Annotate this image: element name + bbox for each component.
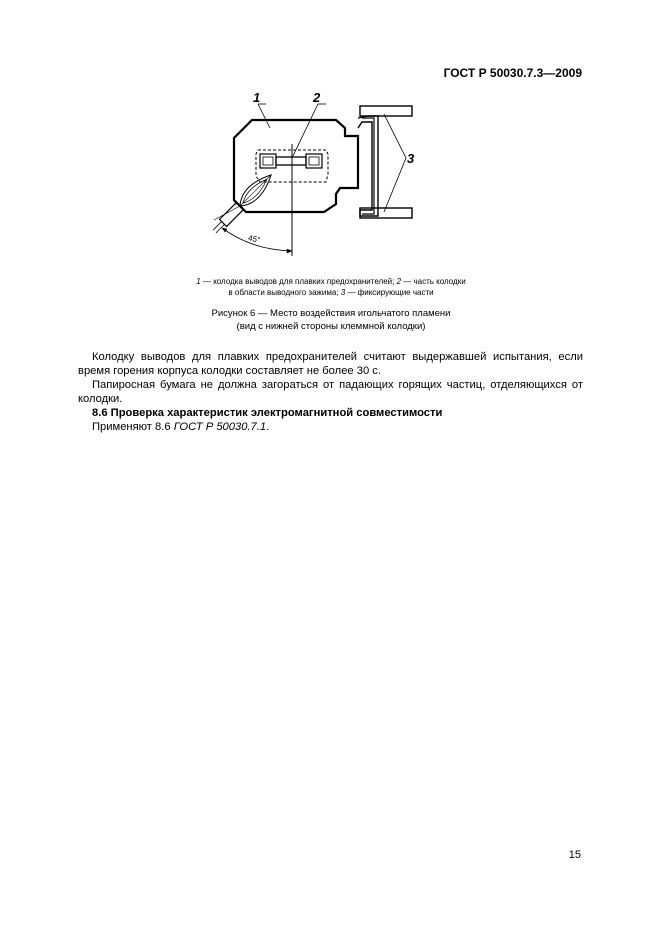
body-paragraphs: [78, 350, 583, 406]
emc-reference-standard: ГОСТ Р 50030.7.1: [173, 421, 267, 433]
figure-title: [100, 307, 562, 333]
legend-text-3: — фиксирующие части: [345, 288, 434, 297]
fixing-part-top: [360, 106, 412, 116]
needle-flame-burner: [210, 170, 276, 236]
terminal-right-pad: [306, 154, 322, 168]
section-heading-8-6: 8.6 Проверка характеристик электромагнитной совместимости: [92, 407, 443, 419]
paragraph-tissue-paper: Папиросная бумага не должна загораться от падающих горящих частиц, отделяющихся от колодки.: [78, 379, 583, 405]
figure-title-line2: (вид с нижней стороны клеммной колодки): [236, 321, 426, 332]
document-number-header: ГОСТ Р 50030.7.3—2009: [443, 66, 582, 80]
legend-num-1: 1: [196, 277, 201, 286]
figure-title-line1: Рисунок 6 — Место воздействия игольчатого пламени: [211, 308, 451, 319]
emc-reference-prefix: Применяют 8.6: [92, 421, 174, 433]
legend-num-2: 2: [396, 277, 402, 286]
fixing-clip: [358, 116, 378, 216]
paragraph-burning-time: Колодку выводов для плавких предохранителей считают выдержавшей испытания, если время горения корпуса колодки составляет не более 30 с.: [78, 351, 583, 377]
callout-3: 3: [407, 151, 415, 166]
figure-6-drawing: [200, 88, 430, 258]
terminal-bar: [276, 157, 306, 165]
paragraph-emc-reference: [78, 420, 583, 434]
section-8-6: [78, 406, 583, 434]
angle-label: 45°: [247, 233, 262, 245]
figure-legend: [100, 276, 562, 298]
legend-num-3: 3: [340, 288, 346, 297]
callout-1: 1: [253, 90, 261, 105]
legend-text-2b: в области выводного зажима;: [228, 288, 341, 297]
page-number: 15: [568, 849, 581, 861]
legend-text-1: — колодка выводов для плавких предохранителей;: [200, 277, 397, 286]
terminal-left-pad: [260, 154, 276, 168]
legend-text-2: — часть колодки: [401, 277, 466, 286]
callout-2: 2: [313, 90, 321, 105]
emc-reference-suffix: .: [266, 421, 270, 433]
